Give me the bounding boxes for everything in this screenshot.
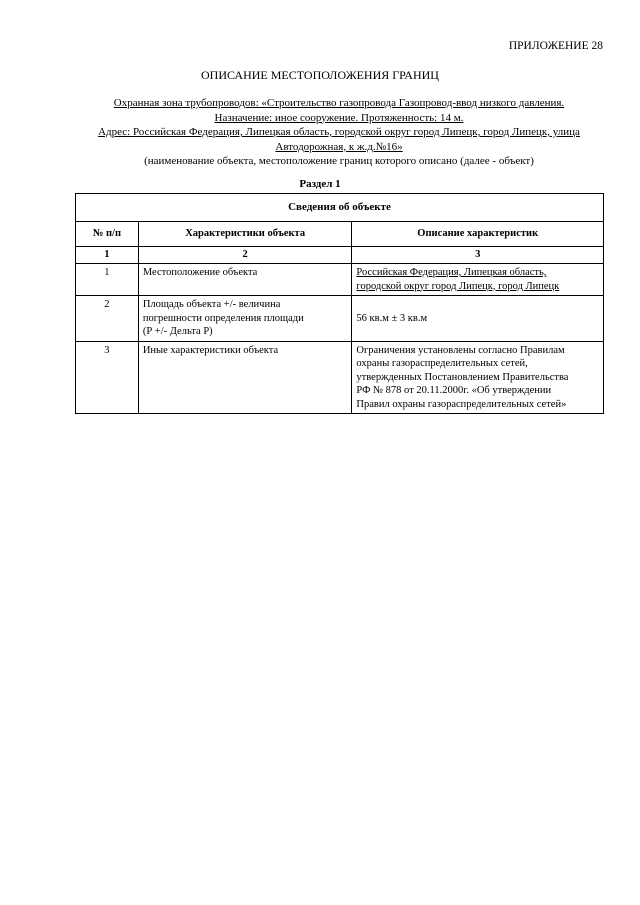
table-row bbox=[76, 341, 604, 414]
column-header-number: № п/п bbox=[76, 222, 139, 247]
row-characteristic-line: Иные характеристики объекта bbox=[142, 344, 279, 356]
row-description-text: городской округ город Липецк, город Липецк bbox=[356, 280, 560, 292]
object-line-1: Охранная зона трубопроводов: «Строительство газопровода Газопровод-ввод низкого давления. bbox=[113, 97, 565, 109]
row-number: 2 bbox=[76, 296, 139, 342]
row-description-line bbox=[356, 266, 599, 280]
row-characteristic bbox=[138, 296, 352, 342]
column-header-characteristic: Характеристики объекта bbox=[138, 222, 352, 247]
object-line-3: Адрес: Российская Федерация, Липецкая область, городской округ город Липецк, город Липецк, улица bbox=[98, 126, 580, 138]
row-description-line: Правил охраны газораспределительных сетей» bbox=[356, 398, 567, 410]
object-description bbox=[74, 96, 604, 169]
object-line-2: Назначение: иное сооружение. Протяженность: 14 м. bbox=[214, 111, 464, 124]
row-characteristic-line: погрешности определения площади bbox=[142, 312, 304, 324]
row-description-line: охраны газораспределительных сетей, bbox=[356, 358, 528, 369]
table-row bbox=[76, 296, 604, 342]
column-number: 3 bbox=[352, 247, 604, 264]
page-title: ОПИСАНИЕ МЕСТОПОЛОЖЕНИЯ ГРАНИЦ bbox=[201, 68, 439, 82]
object-info-table bbox=[75, 193, 604, 414]
object-line-4: Автодорожная, к ж.д.№16» bbox=[275, 140, 403, 153]
row-description-line: Ограничения установлены согласно Правилам bbox=[356, 344, 565, 356]
row-description-line: утвержденных Постановлением Правительства bbox=[356, 371, 569, 383]
row-description bbox=[352, 341, 604, 414]
row-characteristic-line: (Р +/- Дельта Р) bbox=[142, 326, 213, 337]
row-characteristic-line: Местоположение объекта bbox=[142, 267, 258, 278]
row-description-line bbox=[356, 280, 599, 294]
row-description-line: 56 кв.м ± 3 кв.м bbox=[356, 312, 428, 324]
row-characteristic bbox=[138, 264, 352, 296]
column-number: 2 bbox=[138, 247, 352, 264]
table-caption: Сведения об объекте bbox=[76, 194, 604, 222]
object-note: (наименование объекта, местоположение границ которого описано (далее - объект) bbox=[144, 155, 534, 167]
row-characteristic-line: Площадь объекта +/- величина bbox=[142, 299, 281, 310]
column-number: 1 bbox=[76, 247, 139, 264]
row-number: 3 bbox=[76, 341, 139, 414]
row-description-text: Российская Федерация, Липецкая область, bbox=[356, 267, 547, 278]
row-number: 1 bbox=[76, 264, 139, 296]
table-row bbox=[76, 264, 604, 296]
table-header-row bbox=[76, 222, 604, 247]
column-number-row bbox=[76, 247, 604, 264]
table-caption-row bbox=[76, 194, 604, 222]
column-header-description: Описание характеристик bbox=[352, 222, 604, 247]
row-description bbox=[352, 296, 604, 342]
appendix-label: ПРИЛОЖЕНИЕ 28 bbox=[508, 40, 603, 52]
row-description-line: РФ № 878 от 20.11.2000г. «Об утверждении bbox=[356, 385, 552, 396]
row-characteristic bbox=[138, 341, 352, 414]
row-description bbox=[352, 264, 604, 296]
section-title: Раздел 1 bbox=[299, 178, 341, 190]
